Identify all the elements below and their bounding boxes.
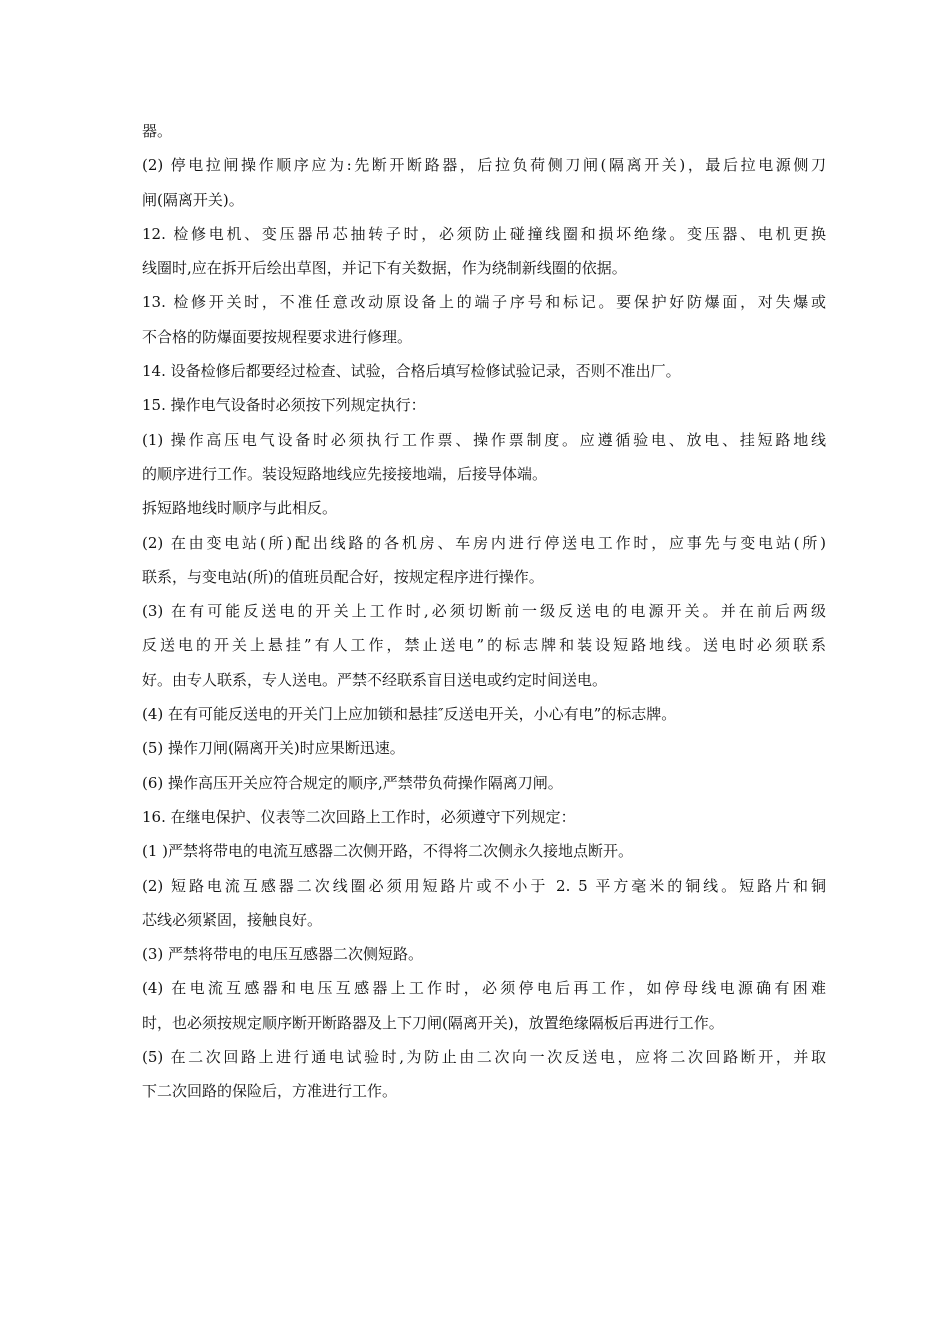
text-line: 闸(隔离开关)。 bbox=[142, 190, 244, 209]
text-line: 16. 在继电保护、仪表等二次回路上工作时，必须遵守下列规定： bbox=[142, 807, 576, 826]
text-line: 拆短路地线时顺序与此相反。 bbox=[142, 499, 338, 518]
text-line: (3) 在有可能反送电的开关上工作时,必须切断前一级反送电的电源开关。并在前后两级 bbox=[142, 602, 826, 621]
text-line: 下二次回路的保险后，方准进行工作。 bbox=[142, 1082, 398, 1101]
text-line: (3) 严禁将带电的电压互感器二次侧短路。 bbox=[142, 945, 424, 964]
text-line: (1) 操作高压电气设备时必须执行工作票、操作票制度。应遵循验电、放电、挂短路地线 bbox=[142, 430, 826, 449]
text-line: (4) 在有可能反送电的开关门上应加锁和悬挂″反送电开关，小心有电”的标志牌。 bbox=[142, 705, 677, 724]
document-body bbox=[142, 114, 826, 1109]
text-line: 联系，与变电站(所)的值班员配合好，按规定程序进行操作。 bbox=[142, 567, 544, 586]
text-line: (1 )严禁将带电的电流互感器二次侧开路，不得将二次侧永久接地点断开。 bbox=[142, 842, 634, 861]
text-line: (2) 停电拉闸操作顺序应为:先断开断路器，后拉负荷侧刀闸(隔离开关)，最后拉电源侧刀 bbox=[142, 156, 826, 175]
text-line: 13. 检修开关时，不准任意改动原设备上的端子序号和标记。要保护好防爆面，对失爆或 bbox=[142, 293, 826, 312]
text-line: (5) 在二次回路上进行通电试验时,为防止由二次向一次反送电，应将二次回路断开，并取 bbox=[142, 1048, 826, 1067]
text-line: 芯线必须紧固，接触良好。 bbox=[142, 910, 323, 929]
text-line: 的顺序进行工作。装设短路地线应先接接地端，后接导体端。 bbox=[142, 464, 548, 483]
text-line: (5) 操作刀闸(隔离开关)时应果断迅速。 bbox=[142, 739, 405, 758]
text-line: (6) 操作高压开关应符合规定的顺序,严禁带负荷操作隔离刀闸。 bbox=[142, 773, 563, 792]
text-line: 反送电的开关上悬挂”有人工作，禁止送电”的标志牌和装设短路地线。送电时必须联系 bbox=[142, 636, 826, 655]
text-line: (2) 在由变电站(所)配出线路的各机房、车房内进行停送电工作时，应事先与变电站(所) bbox=[142, 533, 826, 552]
text-line: 14. 设备检修后都要经过检查、试验，合格后填写检修试验记录，否则不准出厂。 bbox=[142, 362, 681, 381]
text-line: 不合格的防爆面要按规程要求进行修理。 bbox=[142, 327, 413, 346]
text-line: 器。 bbox=[142, 122, 173, 140]
text-line: 好。由专人联系，专人送电。严禁不经联系盲目送电或约定时间送电。 bbox=[142, 670, 608, 689]
text-line: 15. 操作电气设备时必须按下列规定执行： bbox=[142, 396, 426, 415]
text-line: 12. 检修电机、变压器吊芯抽转子时，必须防止碰撞线圈和损坏绝缘。变压器、电机更换 bbox=[142, 224, 826, 243]
text-line: (2) 短路电流互感器二次线圈必须用短路片或不小于 2. 5 平方毫米的铜线。短路片和铜 bbox=[142, 876, 826, 895]
text-line: 时，也必须按规定顺序断开断路器及上下刀闸(隔离开关)，放置绝缘隔板后再进行工作。 bbox=[142, 1013, 724, 1032]
text-line: (4) 在电流互感器和电压互感器上工作时，必须停电后再工作，如停母线电源确有困难 bbox=[142, 979, 826, 998]
text-line: 线圈时,应在拆开后绘出草图，并记下有关数据，作为绕制新线圈的依据。 bbox=[142, 259, 627, 278]
